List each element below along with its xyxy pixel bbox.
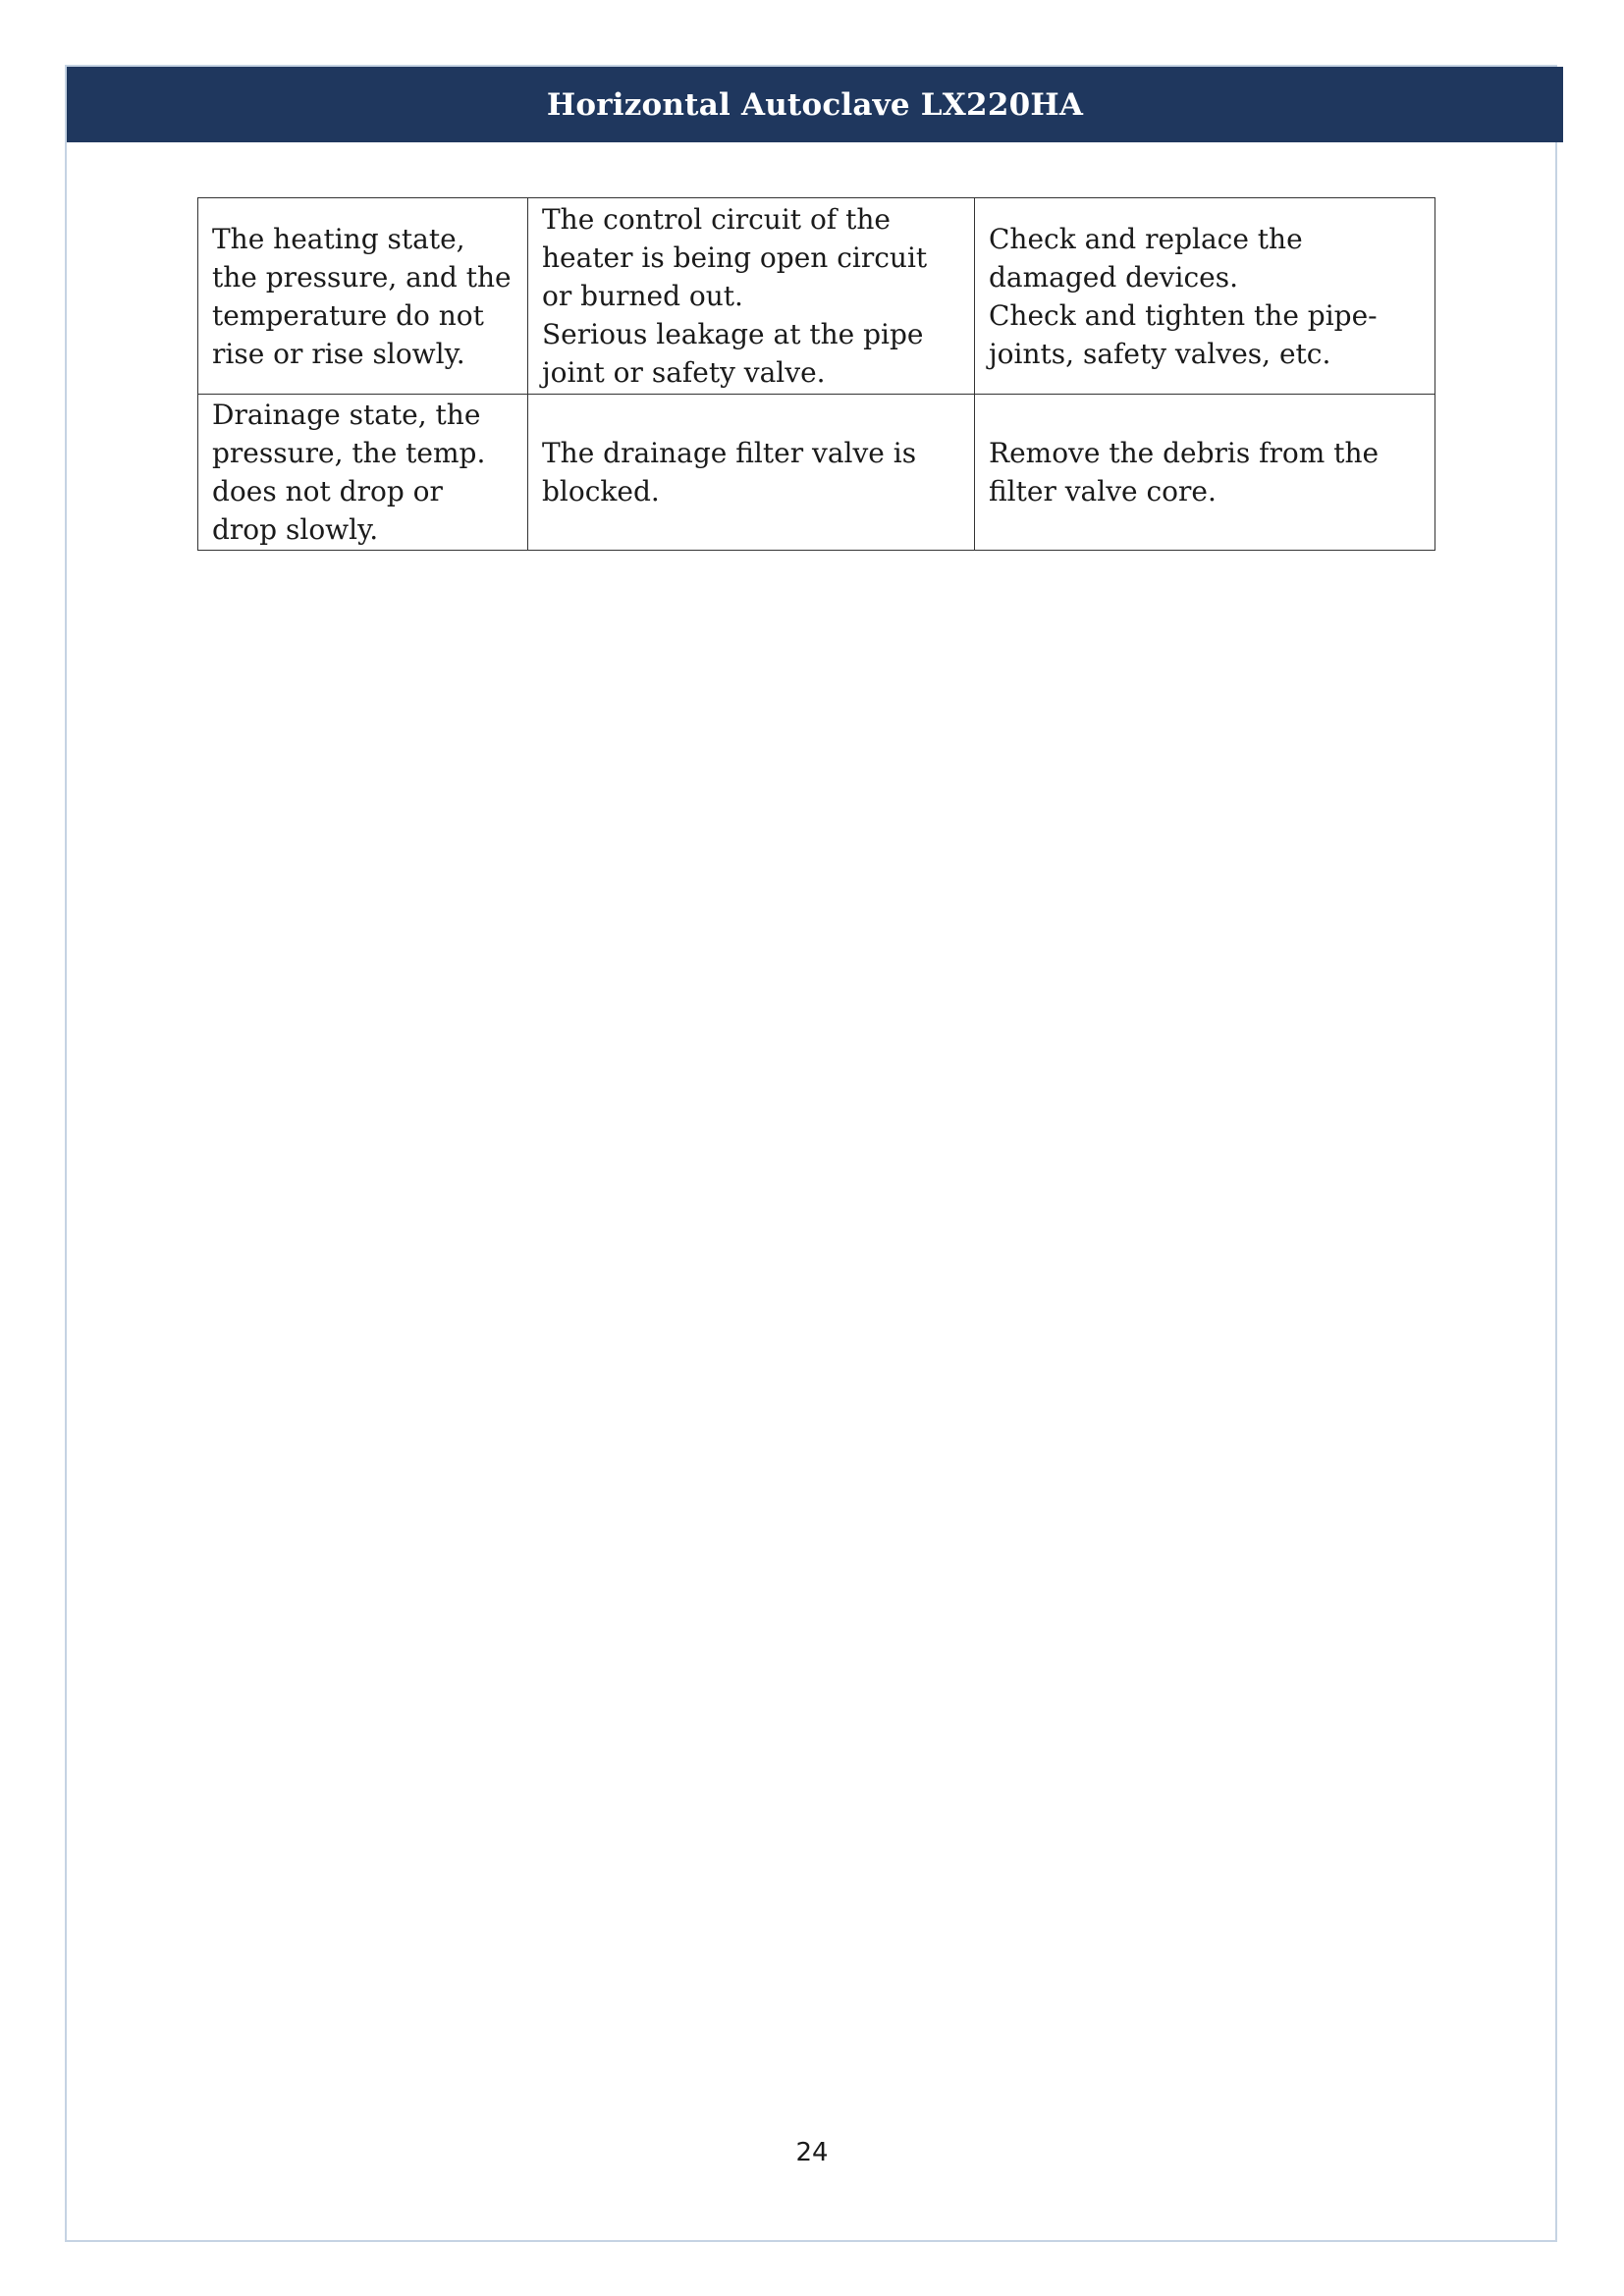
solution-cell — [975, 198, 1435, 395]
symptom-cell — [198, 395, 528, 551]
table-row — [198, 198, 1435, 395]
symptom-cell — [198, 198, 528, 395]
solution-cell — [975, 395, 1435, 551]
symptom-text: Drainage state, the pressure, the temp. does not drop or drop slowly. — [212, 399, 486, 546]
header-band — [67, 67, 1563, 142]
cause-text: The drainage filter valve is blocked. — [542, 437, 917, 507]
solution-text: Check and replace the damaged devices. — [989, 222, 1303, 294]
page-number: 24 — [795, 2138, 829, 2167]
solution-text: Remove the debris from the filter valve core. — [989, 437, 1380, 507]
table-row — [198, 395, 1435, 551]
solution-text: Check and tighten the pipe-joints, safety valves, etc. — [989, 298, 1378, 370]
cause-cell — [528, 198, 975, 395]
troubleshooting-table — [197, 197, 1435, 551]
cause-text: The control circuit of the heater is being open circuit or burned out. — [542, 203, 928, 312]
cause-text: Serious leakage at the pipe joint or safety valve. — [542, 318, 924, 389]
symptom-text: The heating state, the pressure, and the temperature do not rise or rise slowly. — [212, 222, 512, 370]
cause-cell — [528, 395, 975, 551]
document-title: Horizontal Autoclave LX220HA — [546, 86, 1084, 123]
